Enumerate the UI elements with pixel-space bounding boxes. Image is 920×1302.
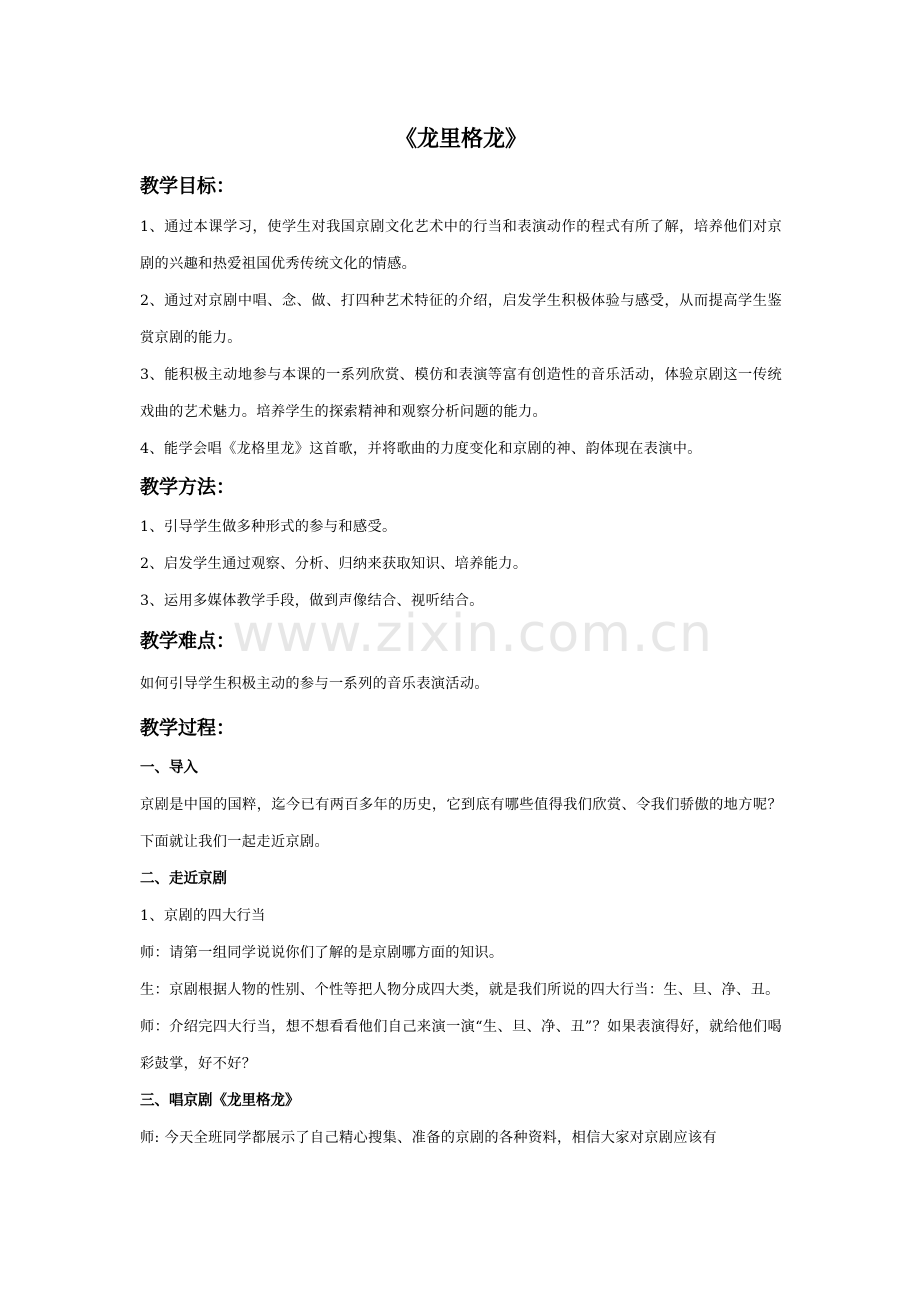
difficulty-section bbox=[140, 628, 782, 654]
process-section bbox=[140, 715, 782, 741]
method-item: 1、引导学生做多种形式的参与和感受。 bbox=[140, 519, 397, 535]
process-heading: 教学过程： bbox=[140, 717, 236, 739]
document-title: 《龙里格龙》 bbox=[394, 127, 527, 152]
process-body bbox=[140, 750, 782, 1157]
part-approach-title: 二、走近京剧 bbox=[140, 871, 227, 887]
part-approach-line: 1、京剧的四大行当 bbox=[140, 908, 266, 924]
difficulty-heading: 教学难点： bbox=[140, 630, 236, 652]
methods-heading: 教学方法： bbox=[140, 476, 236, 498]
part-approach-line: 生：京剧根据人物的性别、个性等把人物分成四大类，就是我们所说的四大行当：生、旦、净、丑。 bbox=[140, 982, 780, 998]
part-approach-line: 师：介绍完四大行当，想不想看看他们自己来演一演“生、旦、净、丑”？如果表演得好，就给他们喝彩鼓掌，好不好？ bbox=[140, 1019, 782, 1072]
objective-item: 4、能学会唱《龙格里龙》这首歌，并将歌曲的力度变化和京剧的神、韵体现在表演中。 bbox=[140, 441, 702, 457]
method-item: 3、运用多媒体教学手段，做到声像结合、视听结合。 bbox=[140, 593, 484, 609]
objective-item: 3、能积极主动地参与本课的一系列欣赏、模仿和表演等富有创造性的音乐活动，体验京剧这一传统戏曲的艺术魅力。培养学生的探索精神和观察分析问题的能力。 bbox=[140, 367, 782, 420]
part-intro-title: 一、导入 bbox=[140, 760, 198, 776]
part-approach-line: 师：请第一组同学说说你们了解的是京剧哪方面的知识。 bbox=[140, 945, 504, 961]
difficulty-body bbox=[140, 666, 782, 703]
watermark: www.zixin.com.cn bbox=[232, 604, 713, 664]
objective-item: 1、通过本课学习，使学生对我国京剧文化艺术中的行当和表演动作的程式有所了解，培养他们对京剧的兴趣和热爱祖国优秀传统文化的情感。 bbox=[140, 219, 782, 272]
part-sing-title: 三、唱京剧《龙里格龙》 bbox=[140, 1093, 300, 1109]
methods-list bbox=[140, 509, 782, 620]
difficulty-text: 如何引导学生积极主动的参与一系列的音乐表演活动。 bbox=[140, 676, 489, 692]
part-intro-text: 京剧是中国的国粹，迄今已有两百多年的历史，它到底有哪些值得我们欣赏、令我们骄傲的地方呢？下面就让我们一起走近京剧。 bbox=[140, 797, 782, 850]
objectives-heading: 教学目标： bbox=[140, 175, 236, 197]
method-item: 2、启发学生通过观察、分析、归纳来获取知识、培养能力。 bbox=[140, 556, 528, 572]
methods-section bbox=[140, 474, 782, 500]
objectives-section bbox=[140, 173, 782, 199]
part-sing-text: 师: 今天全班同学都展示了自己精心搜集、准备的京剧的各种资料，相信大家对京剧应该有 bbox=[140, 1130, 717, 1146]
objectives-list bbox=[140, 209, 782, 468]
objective-item: 2、通过对京剧中唱、念、做、打四种艺术特征的介绍，启发学生积极体验与感受，从而提高学生鉴赏京剧的能力。 bbox=[140, 293, 782, 346]
